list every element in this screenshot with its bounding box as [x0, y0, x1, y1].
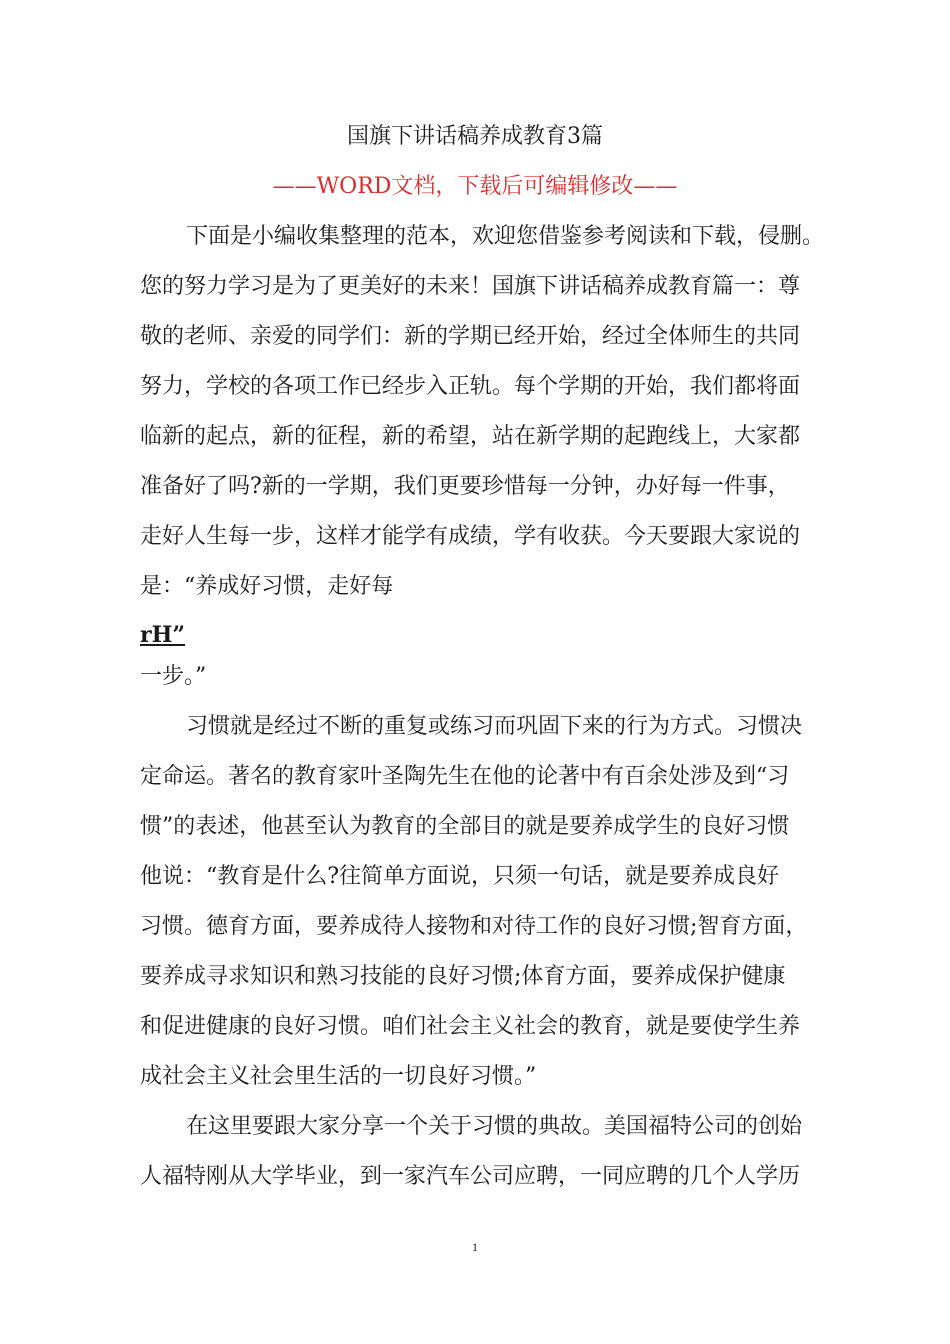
document-title: 国旗下讲话稿养成教育3篇: [347, 124, 603, 149]
text-line: 一步。”: [140, 664, 207, 689]
text-line: 临新的起点，新的征程，新的希望，站在新学期的起跑线上，大家都: [140, 424, 801, 449]
text-line: 敬的老师、亲爱的同学们：新的学期已经开始，经过全体师生的共同: [140, 324, 801, 349]
text-line: 在这里要跟大家分享一个关于习惯的典故。美国福特公司的创始: [186, 1114, 803, 1139]
document-subtitle: ——WORD文档，下载后可编辑修改——: [272, 174, 678, 199]
text-line: 准备好了吗?新的一学期，我们更要珍惜每一分钟，办好每一件事，: [140, 474, 790, 499]
text-line: 他说：“教育是什么?往简单方面说，只须一句话，就是要养成良好: [140, 864, 780, 889]
text-line: 努力，学校的各项工作已经步入正轨。每个学期的开始，我们都将面: [140, 374, 801, 399]
text-line: 下面是小编收集整理的范本，欢迎您借鉴参考阅读和下载，侵删。: [186, 224, 825, 249]
page-number: 1: [472, 1240, 478, 1254]
text-line: 习惯。德育方面，要养成待人接物和对待工作的良好习惯;智育方面，: [140, 914, 808, 939]
text-line: 惯”的表述，他甚至认为教育的全部目的就是要养成学生的良好习惯: [140, 814, 790, 839]
text-line: 是：“养成好习惯，走好每: [140, 574, 394, 599]
stray-text-fragment: rH”: [140, 622, 186, 648]
text-line: 成社会主义社会里生活的一切良好习惯。”: [140, 1064, 537, 1089]
text-line: 习惯就是经过不断的重复或练习而巩固下来的行为方式。习惯决: [186, 714, 803, 739]
text-line: 您的努力学习是为了更美好的未来！国旗下讲话稿养成教育篇一：尊: [140, 274, 801, 299]
text-line: 人福特刚从大学毕业，到一家汽车公司应聘，一同应聘的几个人学历: [140, 1164, 801, 1189]
text-line: 和促进健康的良好习惯。咱们社会主义社会的教育，就是要使学生养: [140, 1014, 801, 1039]
text-line: 要养成寻求知识和熟习技能的良好习惯;体育方面，要养成保护健康: [140, 964, 786, 989]
text-line: 走好人生每一步，这样才能学有成绩，学有收获。今天要跟大家说的: [140, 524, 801, 549]
text-line: 定命运。著名的教育家叶圣陶先生在他的论著中有百余处涉及到“习: [140, 764, 790, 789]
